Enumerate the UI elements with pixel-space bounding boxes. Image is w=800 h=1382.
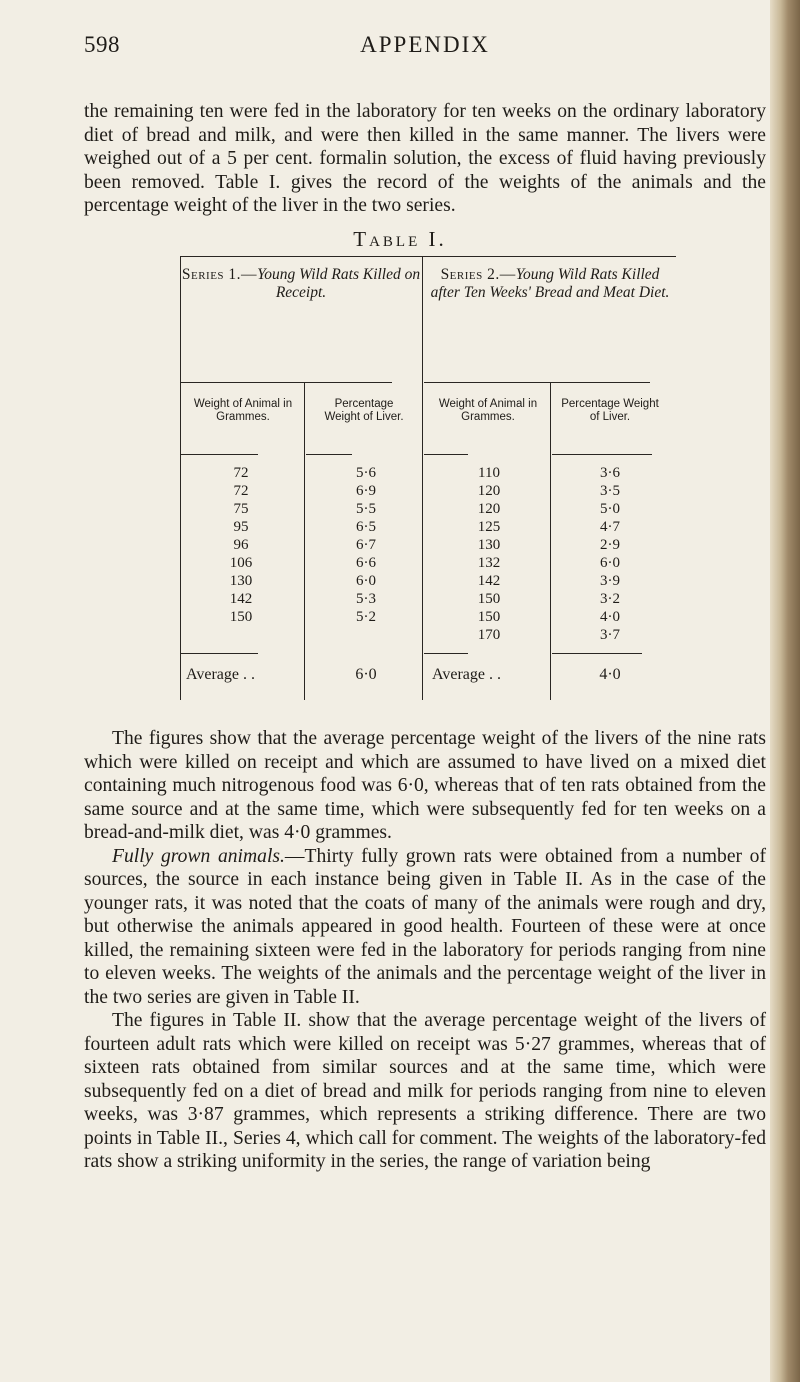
series2-title: Series 2.—Young Wild Rats Killed after Ten Weeks' Bread and Meat Diet. <box>430 266 670 301</box>
table-cell: 6·5 <box>356 519 376 535</box>
table-cell: 4·0 <box>600 609 620 625</box>
intro-paragraph: the remaining ten were fed in the laboratory for ten weeks on the ordinary laboratory diet of bread and milk, and were then killed in the same manner. The livers were weighed out of a 5 per cent. formalin solution, the excess of fluid having previously been removed. Table I. gives the record of the weights of the animals and the percentage weight of the liver in the two series. <box>84 101 766 216</box>
col-data-weight-s1 <box>196 464 286 626</box>
paragraph-2 <box>84 845 766 1010</box>
table-cell: 142 <box>229 591 253 607</box>
running-head: APPENDIX <box>360 32 490 57</box>
table-cell: 96 <box>233 537 249 553</box>
average-label-s1: Average . . <box>186 666 255 683</box>
table-cell: 5·5 <box>356 501 376 517</box>
table-cell: 95 <box>233 519 249 535</box>
table-col-rule-1 <box>304 382 305 700</box>
table-left-rule <box>180 256 181 700</box>
table-cell: 6·7 <box>356 537 376 553</box>
average-value-s2: 4·0 <box>599 666 621 683</box>
table-title: Table I. <box>353 227 447 251</box>
paragraph-2-rest: —Thirty fully grown rats were obtained from a number of sources, the source in each instance being given in Table II. As in the case of the younger rats, it was noted that the coats of many of the animals were rough and dry, but otherwise the animals appeared in good health. Fourteen of these were at once killed, the remaining sixteen were fed in the laboratory for periods ranging from nine to eleven weeks. The weights of the animals and the percentage weight of the liver in the two series are given in Table II. <box>84 845 766 1008</box>
table-cell: 2·9 <box>600 537 620 553</box>
average-value-s1: 6·0 <box>355 666 377 683</box>
table-cell: 3·9 <box>600 573 620 589</box>
table-cell: 3·7 <box>600 627 620 643</box>
average-label-s2: Average . . <box>432 666 501 683</box>
table-cell: 3·6 <box>600 465 620 481</box>
data-table <box>176 256 676 702</box>
series2-subhead-rule <box>424 382 650 383</box>
table-cell: 120 <box>477 501 501 517</box>
page-header <box>84 22 766 62</box>
table-cell: 142 <box>477 573 501 589</box>
avg-rule-c1 <box>180 653 258 654</box>
table-center-rule <box>422 256 423 700</box>
table-cell: 6·9 <box>356 483 376 499</box>
table-cell: 5·3 <box>356 591 376 607</box>
series1-title: Series 1.—Young Wild Rats Killed on Receipt. <box>181 266 421 301</box>
table-cell: 170 <box>477 627 501 643</box>
col-header-percent-s1: Percentage Weight of Liver. <box>324 398 404 423</box>
table-cell: 150 <box>477 591 501 607</box>
table-col-rule-3 <box>550 382 551 700</box>
col-data-weight-s2 <box>444 464 534 644</box>
table-cell: 6·0 <box>600 555 620 571</box>
col-header-percent-s2: Percentage Weight of Liver. <box>561 398 659 423</box>
table-cell: 3·2 <box>600 591 620 607</box>
table-cell: 5·2 <box>356 609 376 625</box>
table-cell: 5·0 <box>600 501 620 517</box>
table-cell: 130 <box>477 537 501 553</box>
table-cell: 6·0 <box>356 573 376 589</box>
table-cell: 106 <box>229 555 253 571</box>
table-cell: 132 <box>477 555 501 571</box>
table-cell: 72 <box>233 465 249 481</box>
table-cell: 72 <box>233 483 249 499</box>
table-cell: 4·7 <box>600 519 620 535</box>
table-cell: 110 <box>478 465 500 481</box>
avg-rule-c4 <box>552 653 642 654</box>
page-number: 598 <box>84 32 120 57</box>
body-text <box>84 727 766 1174</box>
table-cell: 125 <box>477 519 501 535</box>
header-rule-c1 <box>180 454 258 455</box>
col-data-percent-s1 <box>326 464 406 626</box>
page-edge-shadow <box>770 0 800 1382</box>
table-cell: 150 <box>477 609 501 625</box>
table-cell: 120 <box>477 483 501 499</box>
col-header-weight-s2: Weight of Animal in Grammes. <box>438 398 538 423</box>
header-rule-c3 <box>424 454 468 455</box>
header-rule-c4 <box>552 454 652 455</box>
paragraph-3: The figures in Table II. show that the average percentage weight of the livers of fourteen adult rats which were killed on receipt was 5·27 grammes, whereas that of sixteen rats obtained from similar sources and at the same time, which were subsequently fed on a diet of bread and milk for periods ranging from nine to eleven weeks, was 3·87 grammes, which represents a striking difference. There are two points in Table II., Series 4, which call for comment. The weights of the laboratory-fed rats show a striking uniformity in the series, the range of variation being <box>84 1010 766 1172</box>
table-cell: 130 <box>229 573 253 589</box>
avg-rule-c3 <box>424 653 468 654</box>
table-cell: 75 <box>233 501 249 517</box>
table-cell: 6·6 <box>356 555 376 571</box>
col-data-percent-s2 <box>570 464 650 644</box>
table-cell: 5·6 <box>356 465 376 481</box>
paragraph-2-lead: Fully grown animals. <box>112 845 285 867</box>
table-cell: 3·5 <box>600 483 620 499</box>
series1-subhead-rule <box>180 382 392 383</box>
header-rule-c2 <box>306 454 352 455</box>
table-top-rule <box>180 256 676 257</box>
paragraph-1: The figures show that the average percentage weight of the livers of the nine rats which were killed on receipt and which are assumed to have lived on a mixed diet containing much nitrogenous food was 6·0, whereas that of ten rats obtained from the same source and at the same time, which were subsequently fed for ten weeks on a bread-and-milk diet, was 4·0 grammes. <box>84 728 766 843</box>
table-cell: 150 <box>229 609 253 625</box>
col-header-weight-s1: Weight of Animal in Grammes. <box>193 398 293 423</box>
